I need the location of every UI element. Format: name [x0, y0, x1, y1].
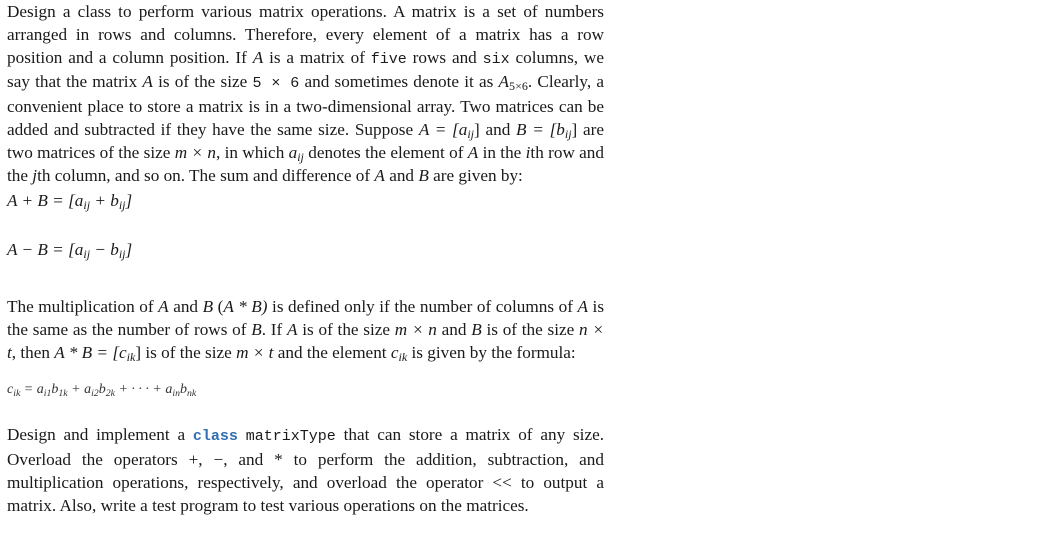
keyword-class: class: [192, 428, 238, 446]
multiplication-paragraph: The multiplication of A and B (A * B) is defined only if the number of columns of A is the same as the number of rows of B. If A is of the size m × n and B is of the size n × t, then $A * B = [c_{ik}]$ is of the size m × t and the element $c_{ik}$ is given by the formula:: [7, 296, 605, 364]
product-formula: $c_{ik} = a_{i1}b_{1k} + a_{i2}b_{2k}$ + · · · + $a_{in}b_{nk}$: [7, 382, 197, 400]
difference-equation: $A - B = [a_{ij} - b_{ij}]$: [7, 240, 133, 262]
problem-text: [7, 1, 604, 518]
type-name: matrixType: [245, 428, 336, 446]
sum-equation: $A + B = [a_{ij} + b_{ij}]$: [7, 191, 133, 213]
task-paragraph: Design and implement a class matrixType that can store a matrix of any size. Overload the operators +, −, and * to perform the addition, subtraction, and multiplication operations, respectively, and overload the operator << to output a matrix. Also, write a test program to test various operations on the matrices.: [7, 425, 604, 515]
intro-paragraph: Design a class to perform various matrix operations. A matrix is a set of numbers arranged in rows and columns. Therefore, every element of a matrix has a row position and a column position. If A is a matrix of five rows and six columns, we say that the matrix A is of the size 5 × 6 and sometimes denote it as $A_{5\times 6}$. Clearly, a convenient place to store a matrix is in a two-dimensional array. Two matrices can be added and subtracted if they have the same size. Suppose $A = [a_{ij}]$ and $B = [b_{ij}]$ are two matrices of the size m × n, in which $a_{ij}$ denotes the element of A in the ith row and the jth column, and so on. The sum and difference of A and B are given by:: [7, 2, 604, 185]
